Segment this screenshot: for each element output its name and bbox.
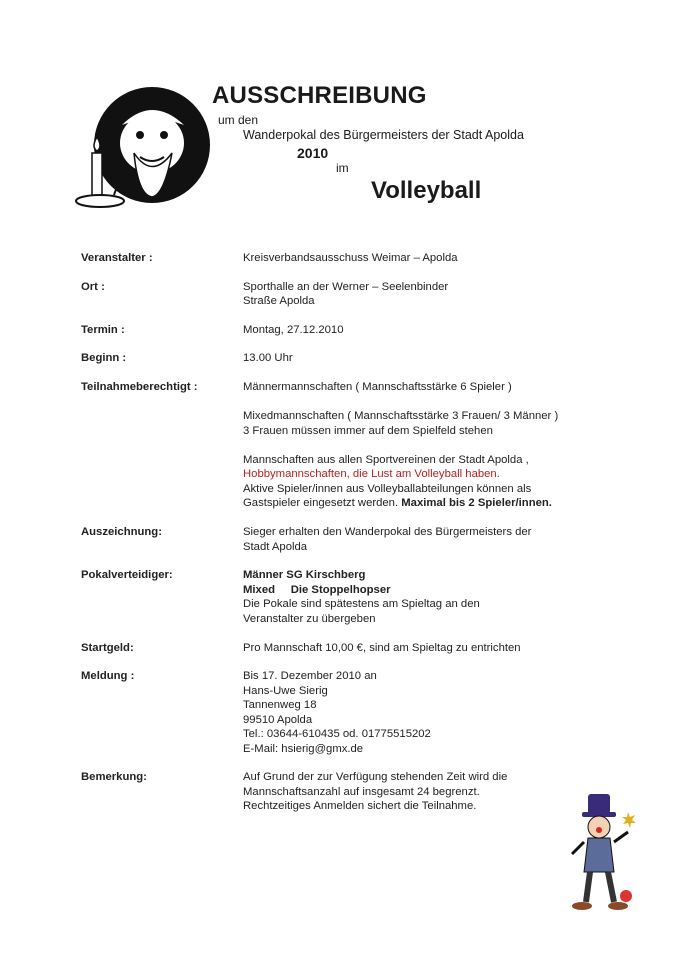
label-auszeichnung: Auszeichnung: [81,526,162,538]
value-termin: Montag, 27.12.2010 [243,324,344,336]
value-meldung-strasse: Tannenweg 18 [243,699,317,711]
value-veranstalter: Kreisverbandsausschuss Weimar – Apolda [243,252,458,264]
gastspieler-text: Gastspieler eingesetzt werden. [243,497,402,509]
value-meldung-name: Hans-Uwe Sierig [243,685,328,697]
value-bemerkung-line1: Auf Grund der zur Verfügung stehenden Zeit wird die [243,771,508,783]
subtitle-year: 2010 [297,145,329,161]
value-pokale-line1: Die Pokale sind spätestens am Spieltag an den [243,598,480,610]
value-startgeld: Pro Mannschaft 10,00 €, sind am Spieltag zu entrichten [243,642,521,654]
value-mixed-line1: Mixedmannschaften ( Mannschaftsstärke 3 Frauen/ 3 Männer ) [243,410,559,422]
value-beginn: 13.00 Uhr [243,352,293,364]
value-alle-line1: Mannschaften aus allen Sportvereinen der Stadt Apolda , [243,454,529,466]
sport-heading: Volleyball [371,177,482,204]
value-pokale-line2: Veranstalter zu übergeben [243,613,376,625]
value-maennermannschaften: Männermannschaften ( Mannschaftsstärke 6 Spieler ) [243,381,512,393]
label-bemerkung: Bemerkung: [81,771,147,783]
label-pokalverteidiger: Pokalverteidiger: [81,569,173,581]
clown-icon [568,792,638,914]
value-aktive-line: Aktive Spieler/innen aus Volleyballabteilungen können als [243,483,532,495]
subtitle-im: im [336,161,349,175]
value-bemerkung-line2: Mannschaftsanzahl auf insgesamt 24 begrenzt. [243,786,480,798]
value-auszeichnung-line1: Sieger erhalten den Wanderpokal des Bürgermeisters der [243,526,532,538]
value-meldung-email: E-Mail: hsierig@gmx.de [243,743,364,755]
value-meldung-telefon: Tel.: 03644-610435 od. 01775515202 [243,728,431,740]
label-ort: Ort : [81,281,105,293]
label-veranstalter: Veranstalter : [81,252,153,264]
value-ort-line2: Straße Apolda [243,295,315,307]
value-hobby-line: Hobbymannschaften, die Lust am Volleyball haben. [243,468,500,480]
value-maenner-sieger: Männer SG Kirschberg [243,569,366,581]
document-title: AUSSCHREIBUNG [212,82,427,109]
value-meldung-ort: 99510 Apolda [243,714,313,726]
label-meldung: Meldung : [81,670,135,682]
value-auszeichnung-line2: Stadt Apolda [243,541,308,553]
value-mixed-sieger: Mixed Die Stoppelhopser [243,584,391,596]
subtitle-um-den: um den [218,113,259,127]
value-mixed-line2: 3 Frauen müssen immer auf dem Spielfeld stehen [243,425,493,437]
value-bemerkung-line3: Rechtzeitiges Anmelden sichert die Teilnahme. [243,800,477,812]
value-meldung-datum: Bis 17. Dezember 2010 an [243,670,377,682]
santa-candle-logo-icon [74,85,214,215]
label-termin: Termin : [81,324,125,336]
value-ort-line1: Sporthalle an der Werner – Seelenbinder [243,281,449,293]
maximal-text: Maximal bis 2 Spieler/innen. [401,497,552,509]
value-gastspieler-line [243,496,552,511]
label-beginn: Beginn : [81,352,127,364]
label-teilnahmeberechtigt: Teilnahmeberechtigt : [81,381,198,393]
label-startgeld: Startgeld: [81,642,134,654]
subtitle-wanderpokal: Wanderpokal des Bürgermeisters der Stadt Apolda [243,128,524,142]
